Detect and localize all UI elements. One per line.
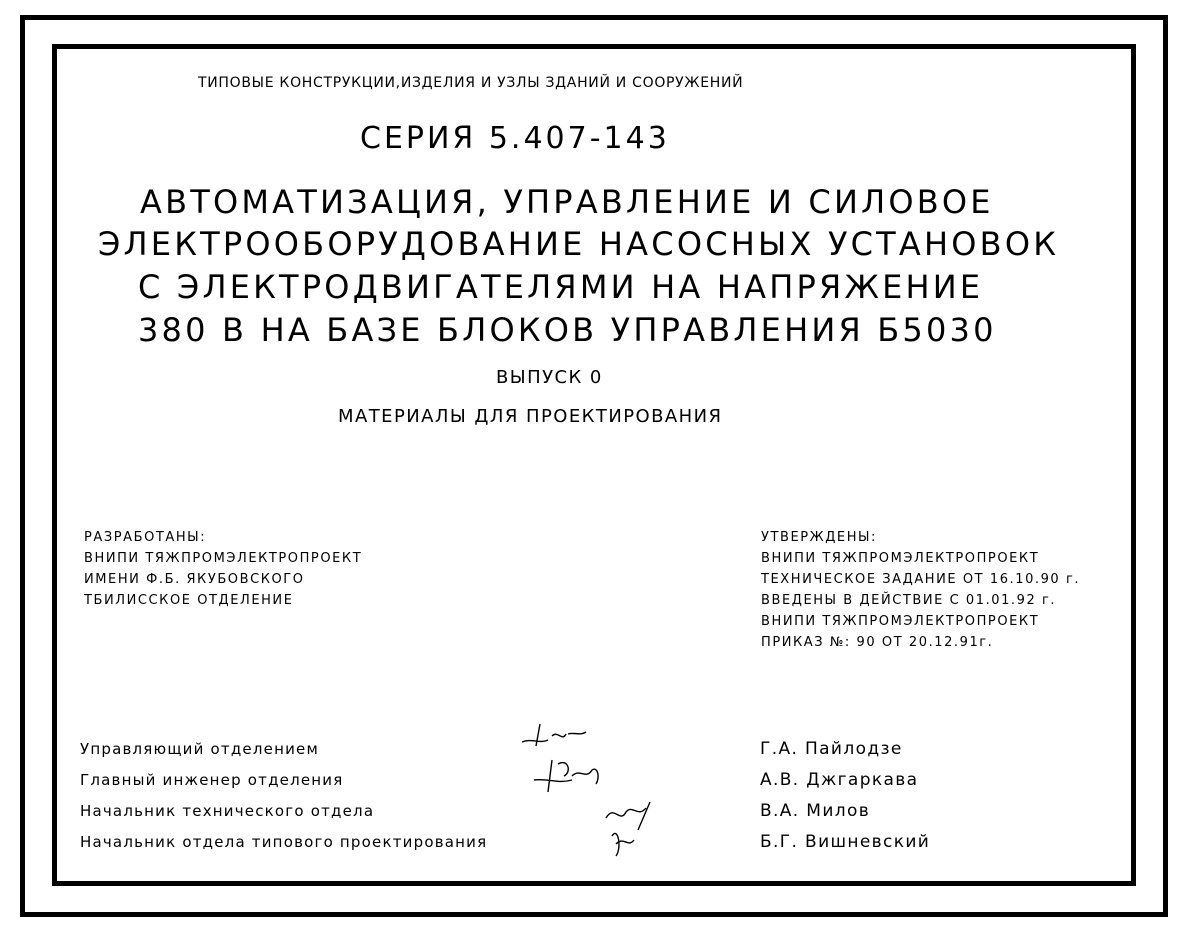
signature-names bbox=[760, 734, 930, 858]
role-head-typical-design: Начальник отдела типового проектирования bbox=[80, 833, 488, 851]
signature-manager bbox=[518, 716, 590, 752]
approved-line: ПРИКАЗ №: 90 ОТ 20.12.91г. bbox=[761, 635, 994, 650]
title-line-1: АВТОМАТИЗАЦИЯ, УПРАВЛЕНИЕ И СИЛОВОЕ bbox=[140, 183, 994, 221]
name-manager: Г.А. Пайлодзе bbox=[760, 739, 903, 759]
developed-line: ИМЕНИ Ф.Б. ЯКУБОВСКОГО bbox=[84, 572, 305, 587]
name-head-typical-design: Б.Г. Вишневский bbox=[760, 832, 931, 852]
developed-line: ТБИЛИССКОЕ ОТДЕЛЕНИЕ bbox=[84, 593, 294, 608]
approved-line: ВНИПИ ТЯЖПРОМЭЛЕКТРОПРОЕКТ bbox=[761, 551, 1040, 566]
role-manager: Управляющий отделением bbox=[80, 740, 319, 758]
approved-block bbox=[761, 527, 1080, 653]
signature-head-technical bbox=[598, 796, 658, 862]
materials-label: МАТЕРИАЛЫ ДЛЯ ПРОЕКТИРОВАНИЯ bbox=[338, 406, 723, 427]
signature-chief-engineer bbox=[528, 750, 608, 798]
issue-label: ВЫПУСК 0 bbox=[496, 367, 603, 388]
top-line: ТИПОВЫЕ КОНСТРУКЦИИ,ИЗДЕЛИЯ И УЗЛЫ ЗДАНИЙ И СООРУЖЕНИЙ bbox=[198, 75, 744, 91]
title-line-2: ЭЛЕКТРООБОРУДОВАНИЕ НАСОСНЫХ УСТАНОВОК bbox=[98, 225, 1060, 263]
developed-block bbox=[84, 527, 362, 611]
signature-roles bbox=[80, 734, 487, 858]
developed-line: ВНИПИ ТЯЖПРОМЭЛЕКТРОПРОЕКТ bbox=[84, 551, 363, 566]
approved-line: ВВЕДЕНЫ В ДЕЙСТВИЕ С 01.01.92 г. bbox=[761, 593, 1057, 608]
title-line-3: С ЭЛЕКТРОДВИГАТЕЛЯМИ НА НАПРЯЖЕНИЕ bbox=[138, 268, 984, 306]
name-chief-engineer: А.В. Джгаркава bbox=[760, 770, 919, 790]
title-line-4: 380 В НА БАЗЕ БЛОКОВ УПРАВЛЕНИЯ Б5030 bbox=[138, 311, 997, 349]
approved-line: УТВЕРЖДЕНЫ: bbox=[761, 530, 877, 545]
developed-line: РАЗРАБОТАНЫ: bbox=[84, 530, 207, 545]
role-chief-engineer: Главный инженер отделения bbox=[80, 771, 344, 789]
role-head-technical: Начальник технического отдела bbox=[80, 802, 375, 820]
series-title: СЕРИЯ 5.407-143 bbox=[360, 121, 670, 156]
approved-line: ТЕХНИЧЕСКОЕ ЗАДАНИЕ ОТ 16.10.90 г. bbox=[761, 572, 1081, 587]
name-head-technical: В.А. Милов bbox=[760, 801, 871, 821]
approved-line: ВНИПИ ТЯЖПРОМЭЛЕКТРОПРОЕКТ bbox=[761, 614, 1040, 629]
